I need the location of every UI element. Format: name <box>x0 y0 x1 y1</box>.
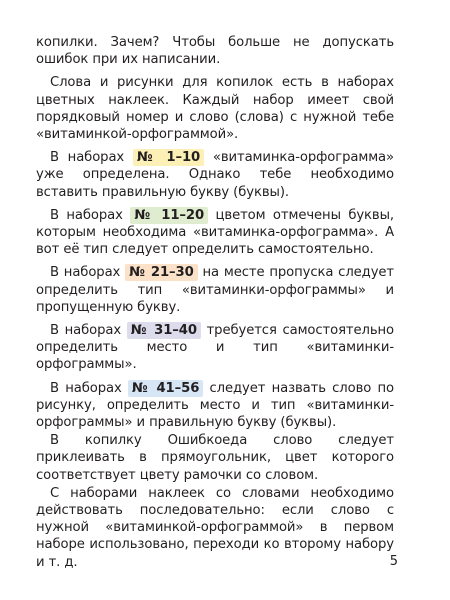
sets-41-56-lead: В наборах <box>50 380 128 396</box>
sets-31-40-lead: В наборах <box>50 323 127 339</box>
sets-11-20-text: цветом отмечены буквы, которым необходима «витаминка-орфограмма». А вот её тип следует определить самостоятельно. <box>36 207 395 258</box>
paragraph-sets-1-10 <box>36 149 394 201</box>
sets-11-20-lead: В наборах <box>50 207 131 223</box>
paragraph-piggy-bank: В копилку Ошибкоеда слово следует приклеивать в прямоугольник, цвет которого соответствует цвету рамочки со словом. <box>36 433 394 483</box>
sets-1-10-text: «витаминка-орфограмма» уже определена. Однако тебе необходимо вставить правильную букву (буквы). <box>36 150 395 200</box>
paragraph-sets-31-40 <box>36 322 394 374</box>
sets-1-10-badge: № 1–10 <box>133 149 204 166</box>
sets-21-30-text: на месте пропуска следует определить тип «витаминки-орфограммы» и пропущенную букву. <box>36 265 394 315</box>
paragraph-sets-11-20 <box>36 207 394 259</box>
paragraph-stickers: Слова и рисунки для копилок есть в наборах цветных наклеек. Каждый набор имеет свой порядковый номер и слово (слова) с нужной тебе «витаминкой-орфограммой». <box>36 75 394 143</box>
paragraph-sequence: С наборами наклеек со словами необходимо действовать последовательно: если слово с нужной «витаминкой-орфограммой» в первом наборе использовано, переходи ко второму набору и т. д. <box>36 485 394 570</box>
paragraph-intro-continuation: копилки. Зачем? Чтобы больше не допускать ошибок при их написании. <box>36 35 394 68</box>
sets-41-56-badge: № 41–56 <box>128 380 203 397</box>
paragraph-sets-41-56 <box>36 380 394 432</box>
sets-21-30-badge: № 21–30 <box>125 264 198 281</box>
sets-11-20-badge: № 11–20 <box>130 207 208 224</box>
sets-21-30-lead: В наборах <box>50 265 126 281</box>
page-body <box>36 34 394 572</box>
sets-31-40-text: требуется самостоятельно определить место и тип «витаминки-орфограммы». <box>36 323 395 373</box>
page-number: 5 <box>389 554 398 569</box>
sets-41-56-text: следует назвать слово по рисунку, определить место и тип «витаминки-орфограммы» и правильную букву (буквы). <box>36 380 394 431</box>
sets-31-40-badge: № 31–40 <box>127 322 201 339</box>
sets-1-10-lead: В наборах <box>50 150 133 166</box>
paragraph-sets-21-30 <box>36 264 394 316</box>
